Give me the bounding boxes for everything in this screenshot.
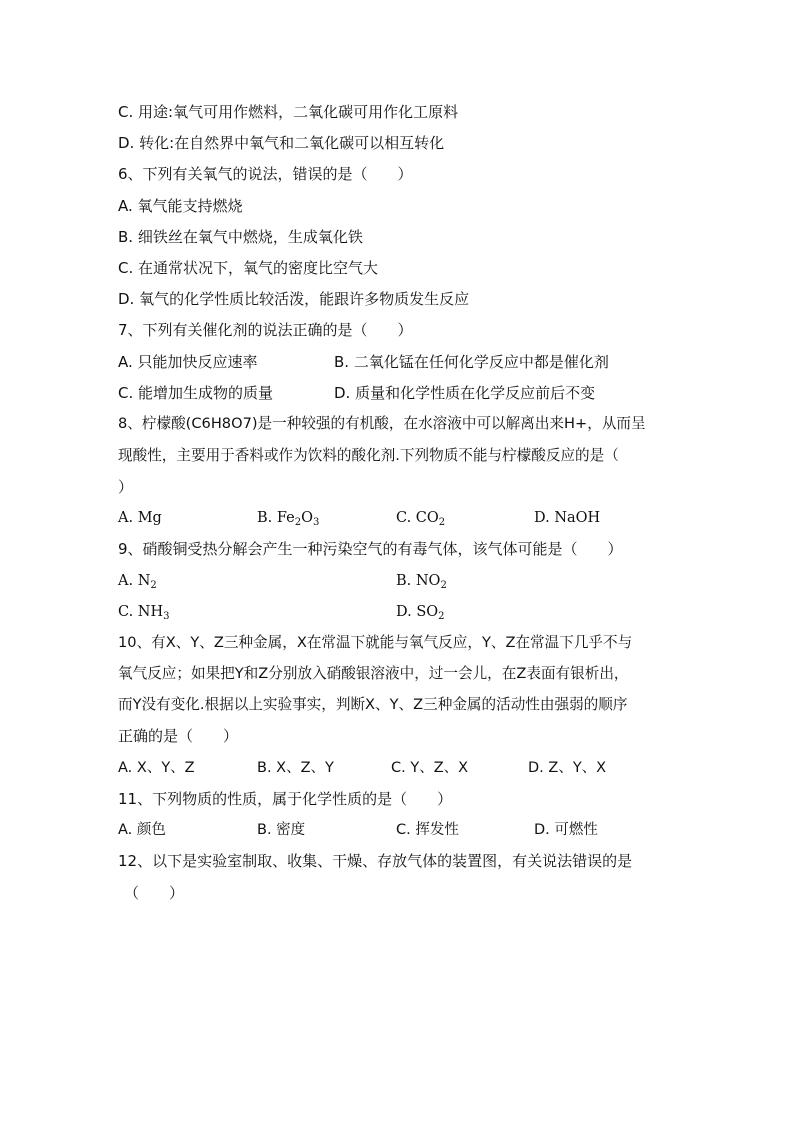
q9-option-c: C. $NH_3$ [118,604,170,622]
question-9: 9、硝酸铜受热分解会产生一种污染空气的有毒气体，该气体可能是（ ） [118,540,623,558]
question-8-line-1: 8、柠檬酸(C6H8O7)是一种较强的有机酸，在水溶液中可以解离出来H+，从而呈 [118,415,646,432]
q7-option-b: B. 二氧化锰在任何化学反应中都是催化剂 [334,353,609,371]
question-8-line-2: 现酸性，主要用于香料或作为饮料的酸化剂.下列物质不能与柠檬酸反应的是（ [118,447,619,464]
question-12-line-2: （ ） [124,884,185,902]
q10-option-d: D. Z、Y、X [528,760,607,776]
q6-option-a: A. 氧气能支持燃烧 [118,197,243,215]
q10-option-a: A. X、Y、Z [118,760,195,776]
q8-option-c: C. $CO_2$ [396,510,446,528]
question-10-line-4: 正确的是（ ） [118,727,239,745]
question-7: 7、下列有关催化剂的说法正确的是（ ） [118,321,413,339]
question-12-line-1: 12、以下是实验室制取、收集、干燥、存放气体的装置图，有关说法错误的是 [118,852,633,870]
q9-option-d: D. $SO_2$ [396,604,445,622]
q6-option-c: C. 在通常状况下，氧气的密度比空气大 [118,259,379,277]
q6-option-b: B. 细铁丝在氧气中燃烧，生成氧化铁 [118,228,363,246]
q7-option-c: C. 能增加生成物的质量 [118,384,274,402]
q11-option-a: A. 颜色 [118,822,166,838]
q10-option-b: B. X、Z、Y [257,760,334,776]
q8-option-d: D. NaOH [534,510,601,526]
question-10-line-2: 氧气反应；如果把Y和Z分别放入硝酸银溶液中，过一会儿，在Z表面有银析出， [118,665,629,682]
q11-option-c: C. 挥发性 [396,822,459,838]
q8-option-a: A. Mg [118,510,162,526]
question-8-line-3: ） [118,478,134,496]
question-6: 6、下列有关氧气的说法，错误的是（ ） [118,165,413,183]
q9-option-b: B. $NO_2$ [396,573,447,591]
q5-option-d: D. 转化:在自然界中氧气和二氧化碳可以相互转化 [118,134,445,152]
question-10-line-1: 10、有X、Y、Z三种金属，X在常温下就能与氧气反应，Y、Z在常温下几乎不与 [118,634,633,651]
q6-option-d: D. 氧气的化学性质比较活泼，能跟许多物质发生反应 [118,290,470,308]
q8-option-b: B. $Fe_2O_3$ [257,510,320,528]
q5-option-c: C. 用途:氧气可用作燃料，二氧化碳可用作化工原料 [118,103,459,121]
q7-option-d: D. 质量和化学性质在化学反应前后不变 [334,384,596,402]
q10-option-c: C. Y、Z、X [391,760,469,776]
question-10-line-3: 而Y没有变化.根据以上实验事实，判断X、Y、Z三种金属的活动性由强弱的顺序 [118,696,628,713]
q9-option-a: A. $N_2$ [118,573,157,591]
q11-option-b: B. 密度 [257,822,306,838]
q7-option-a: A. 只能加快反应速率 [118,353,258,371]
question-11: 11、下列物质的性质，属于化学性质的是（ ） [118,790,453,808]
q11-option-d: D. 可燃性 [534,822,598,838]
